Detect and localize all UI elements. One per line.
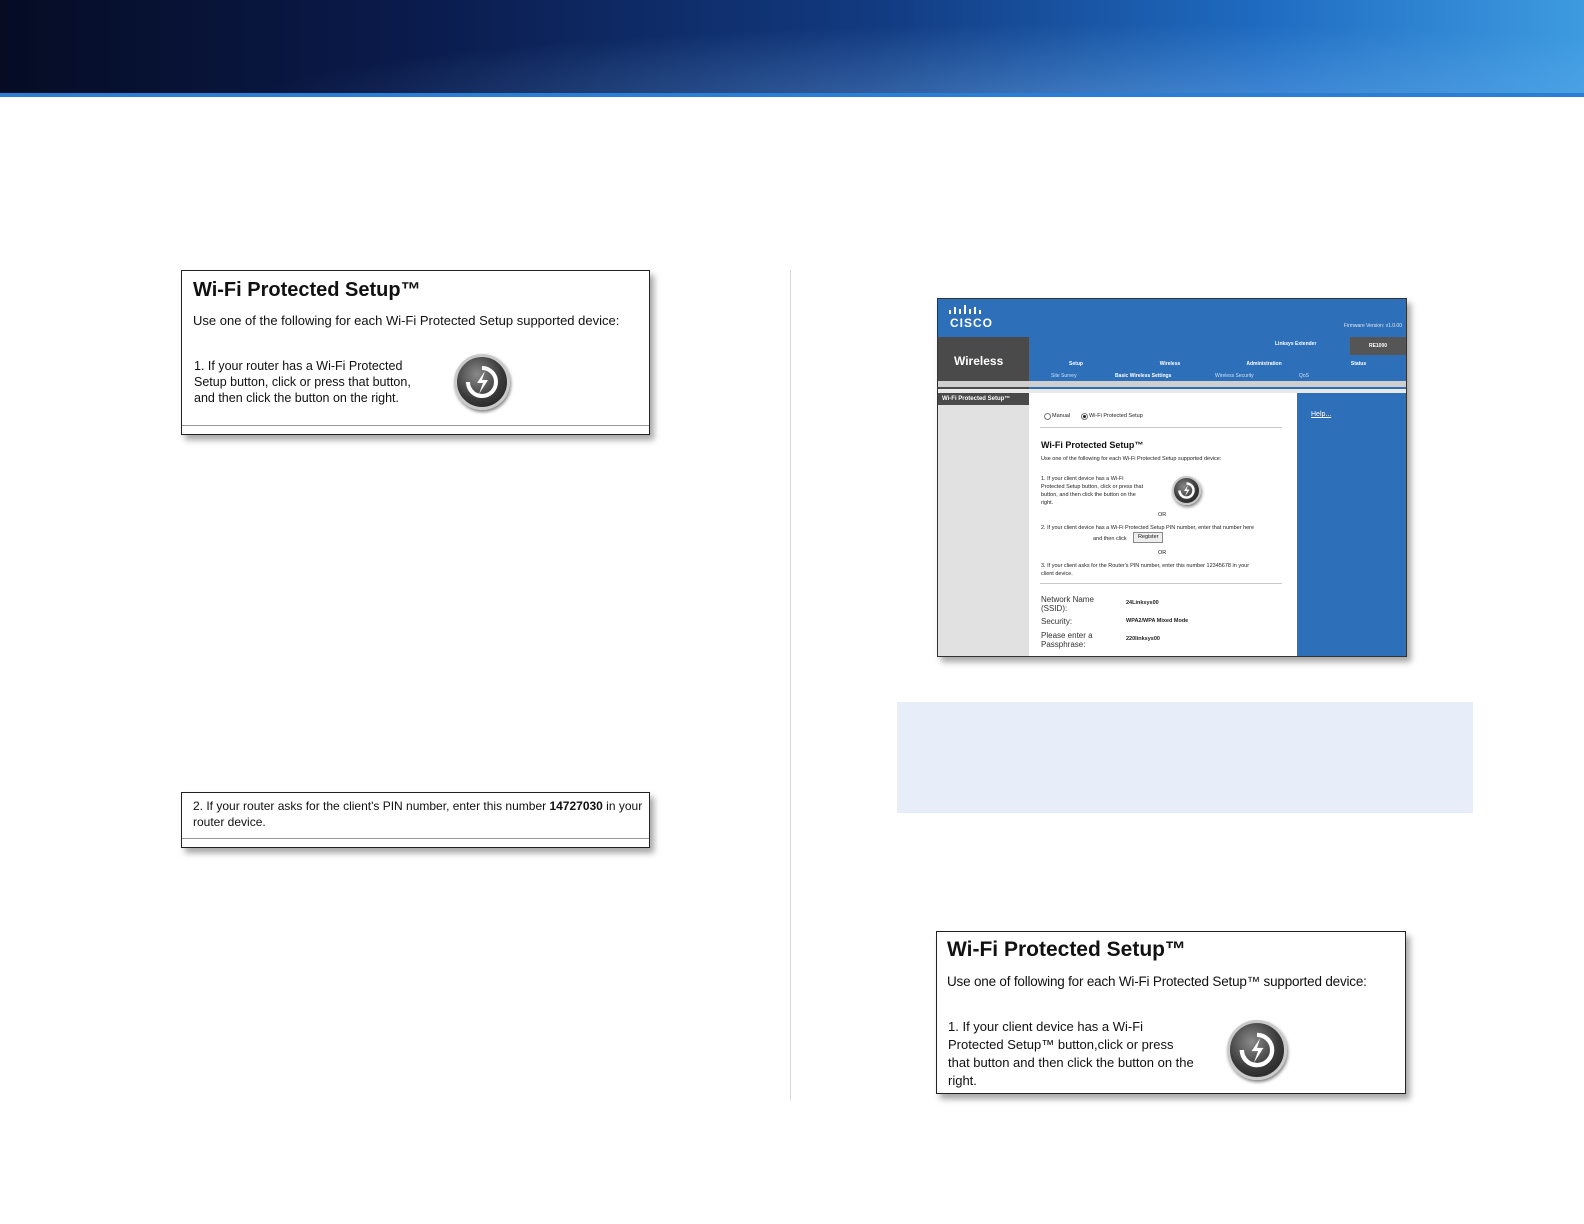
pin-text-line2: router device. [193,815,266,829]
cisco-wps-screenshot [937,298,1407,657]
step1-line: 1. If your client device has a Wi-Fi [1041,476,1124,482]
tab-wireless[interactable]: Wireless [1123,359,1217,369]
or-separator: OR [1158,512,1167,518]
subtab-wireless-security[interactable]: Wireless Security [1215,373,1254,379]
wps-button[interactable] [1227,1020,1287,1080]
wps-icon [1230,1023,1284,1077]
column-divider [790,270,791,1100]
wps-callout-client [936,931,1406,1094]
field-label: Network Name [1041,595,1094,604]
wps-step-line: 1. If your router has a Wi-Fi Protected [194,359,403,373]
subtab-site-survey[interactable]: Site Survey [1051,373,1077,379]
pin-callout [181,792,650,848]
sidebar [938,405,1029,656]
help-panel [1297,393,1406,656]
cisco-header [938,299,1406,337]
pin-number: 14727030 [549,799,603,813]
security-value: WPA2/WPA Mixed Mode [1126,618,1189,624]
wps-title: Wi-Fi Protected Setup™ [193,279,421,301]
wps-step-line: 1. If your client device has a Wi-Fi [948,1019,1144,1034]
model-number: RE1000 [1350,337,1406,355]
sidebar-item-wps[interactable]: Wi-Fi Protected Setup™ [938,393,1029,405]
step1-line: button, and then click the button on the [1041,492,1136,498]
wps-button[interactable] [1172,476,1201,505]
wps-step-line: and then click the button on the right. [194,391,399,405]
step3-line2: client device. [1041,571,1073,577]
wps-heading: Wi-Fi Protected Setup™ [1041,440,1144,450]
radio-wps[interactable] [1081,413,1088,420]
sub-tabs [1029,371,1406,381]
wps-title: Wi-Fi Protected Setup™ [947,938,1186,961]
firmware-version: Firmware Version: v1.0.00 [1343,323,1402,329]
or-separator: OR [1158,550,1167,556]
field-label: Security: [1041,617,1073,626]
subtab-qos[interactable]: QoS [1299,373,1310,379]
pin-text-after: in your [602,799,643,813]
tab-status[interactable]: Status [1350,361,1367,367]
nav-separator [938,381,1406,387]
radio-manual-label: Manual [1052,413,1071,419]
product-name: Linksys Extender [1275,341,1317,347]
ssid-value: 24Linksys00 [1126,600,1159,606]
field-label: Please enter a [1041,631,1093,640]
step2-line1: 2. If your client device has a Wi-Fi Protected Setup PIN number, enter that number here [1041,525,1255,531]
pin-text-before: 2. If your router asks for the client's PIN number, enter this number [193,799,550,813]
passphrase-value: 220linksys00 [1126,636,1160,642]
field-label: (SSID): [1041,604,1068,613]
divider [1040,427,1282,428]
step1-line: Protected Setup button, click or press that [1041,484,1144,490]
top-banner [0,0,1584,96]
radio-manual[interactable] [1044,413,1051,420]
wps-step-line: Protected Setup™ button,click or press [948,1037,1174,1052]
wps-step-line: right. [948,1073,977,1088]
wps-button[interactable] [454,354,510,410]
wps-subtitle: Use one of following for each Wi-Fi Protected Setup™ supported device: [947,974,1367,989]
step1-line: right. [1041,500,1054,506]
tab-administration[interactable]: Administration [1246,361,1282,367]
cisco-logo-icon [948,305,992,315]
main-tabs [1029,359,1406,369]
step2-line2: and then click [1093,536,1127,542]
wps-icon [1174,478,1199,503]
register-button[interactable]: Register [1133,532,1163,543]
callout-footer-line [182,838,649,839]
subtab-basic-wireless[interactable]: Basic Wireless Settings [1115,373,1172,379]
tab-setup[interactable]: Setup [1069,361,1083,367]
wps-icon [457,357,507,407]
wps-subtitle: Use one of the following for each Wi-Fi Protected Setup supported device: [193,313,620,328]
callout-footer-line [182,425,649,426]
wps-step-line: Setup button, click or press that button, [194,375,411,389]
cisco-brand: CISCO [950,316,994,330]
section-title: Wireless [954,354,1004,368]
wps-callout-router [181,270,650,435]
banner-edge [0,93,1584,97]
wps-step-line: that button and then click the button on the [948,1055,1194,1070]
divider [1040,583,1282,584]
help-link[interactable]: Help... [1311,411,1332,418]
wps-intro: Use one of the following for each Wi-Fi Protected Setup supported device: [1041,456,1222,462]
field-label: Passphrase: [1041,640,1086,649]
note-box [897,702,1473,813]
radio-wps-label: Wi-Fi Protected Setup [1089,413,1143,419]
pin-text-line1 [193,799,642,813]
step3-line1: 3. If your client asks for the Router's PIN number, enter this number 12345678 in your [1041,563,1250,569]
